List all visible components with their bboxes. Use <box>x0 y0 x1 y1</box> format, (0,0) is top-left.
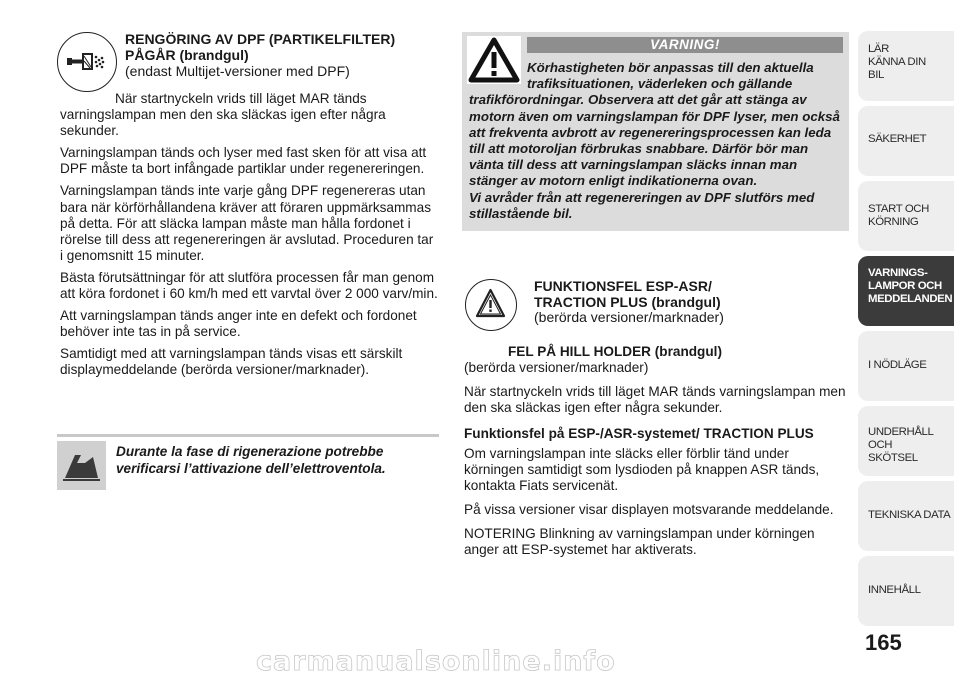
sidebar-tab-tekniska-data[interactable] <box>858 481 954 551</box>
sidebar-tab-label: SÄKERHET <box>868 133 927 145</box>
dpf-body <box>60 91 440 385</box>
watermark <box>256 646 956 676</box>
watermark-text: carmanualsonline.info <box>256 646 616 676</box>
sidebar-tab-label: TEKNISKA DATA <box>868 509 951 521</box>
sidebar-tab-innehall[interactable] <box>858 556 954 626</box>
esp-title-line3: (berörda versioner/marknader) <box>534 309 724 325</box>
sidebar-tab-label: VARNINGS- LAMPOR OCH MEDDELANDEN <box>868 267 953 305</box>
dpf-title-line3: (endast Multijet-versioner med DPF) <box>125 63 350 79</box>
page-number: 165 <box>865 630 902 655</box>
esp-title-line2: TRACTION PLUS (brandgul) <box>534 293 721 310</box>
esp-subheading: Funktionsfel på ESP-/ASR-systemet/ TRACTION PLUS <box>464 426 814 441</box>
note-text: Durante la fase di rigenerazione potrebbe verificarsi l’attivazione dell’elettroventola. <box>116 444 386 476</box>
dpf-paragraph: Samtidigt med att varningslampan tänds visas ett särskilt displaymeddelande (berörda versioner/marknader). <box>60 346 403 378</box>
esp-paragraph: På vissa versioner visar displayen motsvarande meddelande. <box>464 502 834 517</box>
sidebar-tab-underhall[interactable] <box>858 406 954 476</box>
sidebar-tab-sakerhet[interactable] <box>858 106 954 176</box>
dpf-warning-icon <box>57 32 117 92</box>
hill-holder-sub: (berörda versioner/marknader) <box>464 360 649 375</box>
warning-text <box>469 60 844 222</box>
sidebar-tab-start[interactable] <box>858 181 954 251</box>
dpf-paragraph: När startnyckeln vrids till läget MAR tänds varningslampan men den ska släckas igen efter några sekunder. <box>60 91 386 139</box>
warning-label: VARNING! <box>527 37 843 53</box>
dpf-title-line2: PÅGÅR (brandgul) <box>125 47 249 63</box>
sidebar-tab-label: INNEHÅLL <box>868 584 921 596</box>
dpf-paragraph: Bästa förutsättningar för att slutföra processen får man genom att köra fordonet i 60 km/h med ett varvtal över 2 000 varv/min. <box>60 269 438 302</box>
dpf-title-line1: RENGÖRING AV DPF (PARTIKELFILTER) <box>125 31 396 47</box>
sidebar-tab-label: START OCH KÖRNING <box>868 203 929 228</box>
dpf-paragraph: Att varningslampan tänds anger inte en defekt och fordonet behöver inte tas in på service. <box>60 308 417 340</box>
sidebar-tab-varningslampor[interactable] <box>858 256 954 326</box>
note-divider <box>57 434 439 437</box>
sidebar-tab-lar-kanna[interactable] <box>858 31 954 101</box>
sidebar-tab-label: LÄR KÄNNA DIN BIL <box>868 43 926 81</box>
warning-text-last: Vi avråder från att regenereringen av DPF slutförs med stillastående bil. <box>469 189 815 221</box>
esp-body <box>464 344 849 566</box>
esp-paragraph: NOTERING Blinkning av varningslampan under körningen anger att ESP-systemet har aktiverats. <box>464 526 815 557</box>
esp-paragraph: Om varningslampan inte släcks eller förblir tänd under körningen samtidigt som lysdioden på knappen ASR tänds, kontakta Fiats servicenät. <box>464 446 820 493</box>
sidebar-tab-label: I NÖDLÄGE <box>868 359 927 371</box>
dpf-paragraph: Varningslampan tänds och lyser med fast sken för att visa att DPF måste ta bort infångade partiklar under regenereringen. <box>60 145 427 177</box>
dpf-heading <box>125 31 445 79</box>
esp-warning-icon <box>465 279 517 331</box>
warning-text-rest: trafikförordningar. Observera att det går att stänga av motorn även om varningslampan för DPF lyser, men också att frekventa avbrott av regenereringsprocessen kan leda till att motoroljan förbrukas snabbare. Därför bör man vänta till dess att varningslampan släcks innan man stänger av motorn enligt indikationerna ovan. <box>469 92 840 189</box>
sidebar-tab-label: UNDERHÅLL OCH SKÖTSEL <box>868 426 933 464</box>
dpf-paragraph: Varningslampan tänds inte varje gång DPF regenereras utan bara när körförhållandena kräver att föraren uppmärksammas på detta. För att släcka lampan måste man hålla fordonet i rörelse till dess att regenereringen är avslutad. Proceduren tar i genomsnitt 15 minuter. <box>60 183 434 263</box>
esp-paragraph: När startnyckeln vrids till läget MAR tänds varningslampan men den ska släckas igen efter några sekunder. <box>464 384 846 415</box>
environment-note-icon <box>57 441 106 490</box>
warning-text-first: Körhastigheten bör anpassas till den aktuella trafiksituationen, väderleken och gällande <box>527 60 814 92</box>
esp-heading <box>534 279 834 326</box>
hill-holder-title: FEL PÅ HILL HOLDER (brandgul) <box>508 344 722 359</box>
sidebar-tab-nodlage[interactable] <box>858 331 954 401</box>
esp-title-line1: FUNKTIONSFEL ESP-ASR/ <box>534 278 712 294</box>
